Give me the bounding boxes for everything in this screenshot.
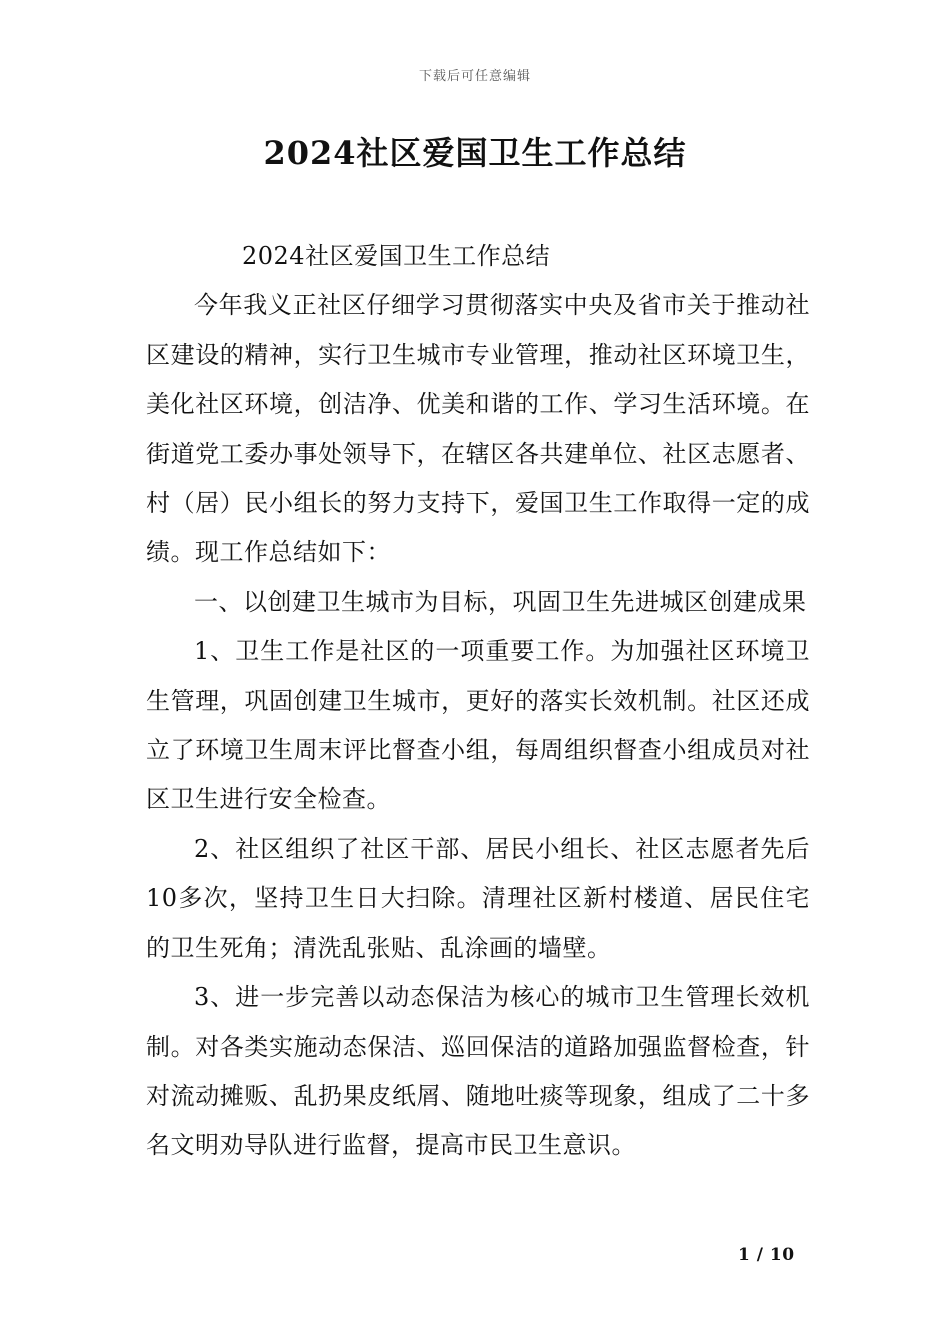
- header-note: 下载后可任意编辑: [418, 69, 531, 84]
- section-heading-1: 一、以创建卫生城市为目标，巩固卫生先进城区创建成果: [194, 587, 807, 616]
- document-subtitle: 2024社区爱国卫生工作总结: [242, 242, 551, 270]
- page-number: 1 / 10: [738, 1245, 795, 1265]
- paragraph-item-1: 1、卫生工作是社区的一项重要工作。为加强社区环境卫生管理，巩固创建卫生城市，更好的落实长效机制。社区还成立了环境卫生周末评比督查小组，每周组织督查小组成员对社区卫生进行安全检查。: [146, 637, 810, 814]
- paragraph-item-2: 2、社区组织了社区干部、居民小组长、社区志愿者先后10多次，坚持卫生日大扫除。清理社区新村楼道、居民住宅的卫生死角；清洗乱张贴、乱涂画的墙壁。: [146, 834, 810, 962]
- paragraph-item-3: 3、进一步完善以动态保洁为核心的城市卫生管理长效机制。对各类实施动态保洁、巡回保洁的道路加强监督检查，针对流动摊贩、乱扔果皮纸屑、随地吐痰等现象，组成了二十多名文明劝导队进行监督，提高市民卫生意识。: [146, 983, 810, 1160]
- document-title: 2024社区爱国卫生工作总结: [263, 134, 687, 172]
- document-body: [146, 232, 810, 1171]
- paragraph-intro: 今年我义正社区仔细学习贯彻落实中央及省市关于推动社区建设的精神，实行卫生城市专业管理，推动社区环境卫生，美化社区环境，创洁净、优美和谐的工作、学习生活环境。在街道党工委办事处领导下，在辖区各共建单位、社区志愿者、村（居）民小组长的努力支持下，爱国卫生工作取得一定的成绩。现工作总结如下：: [146, 291, 810, 567]
